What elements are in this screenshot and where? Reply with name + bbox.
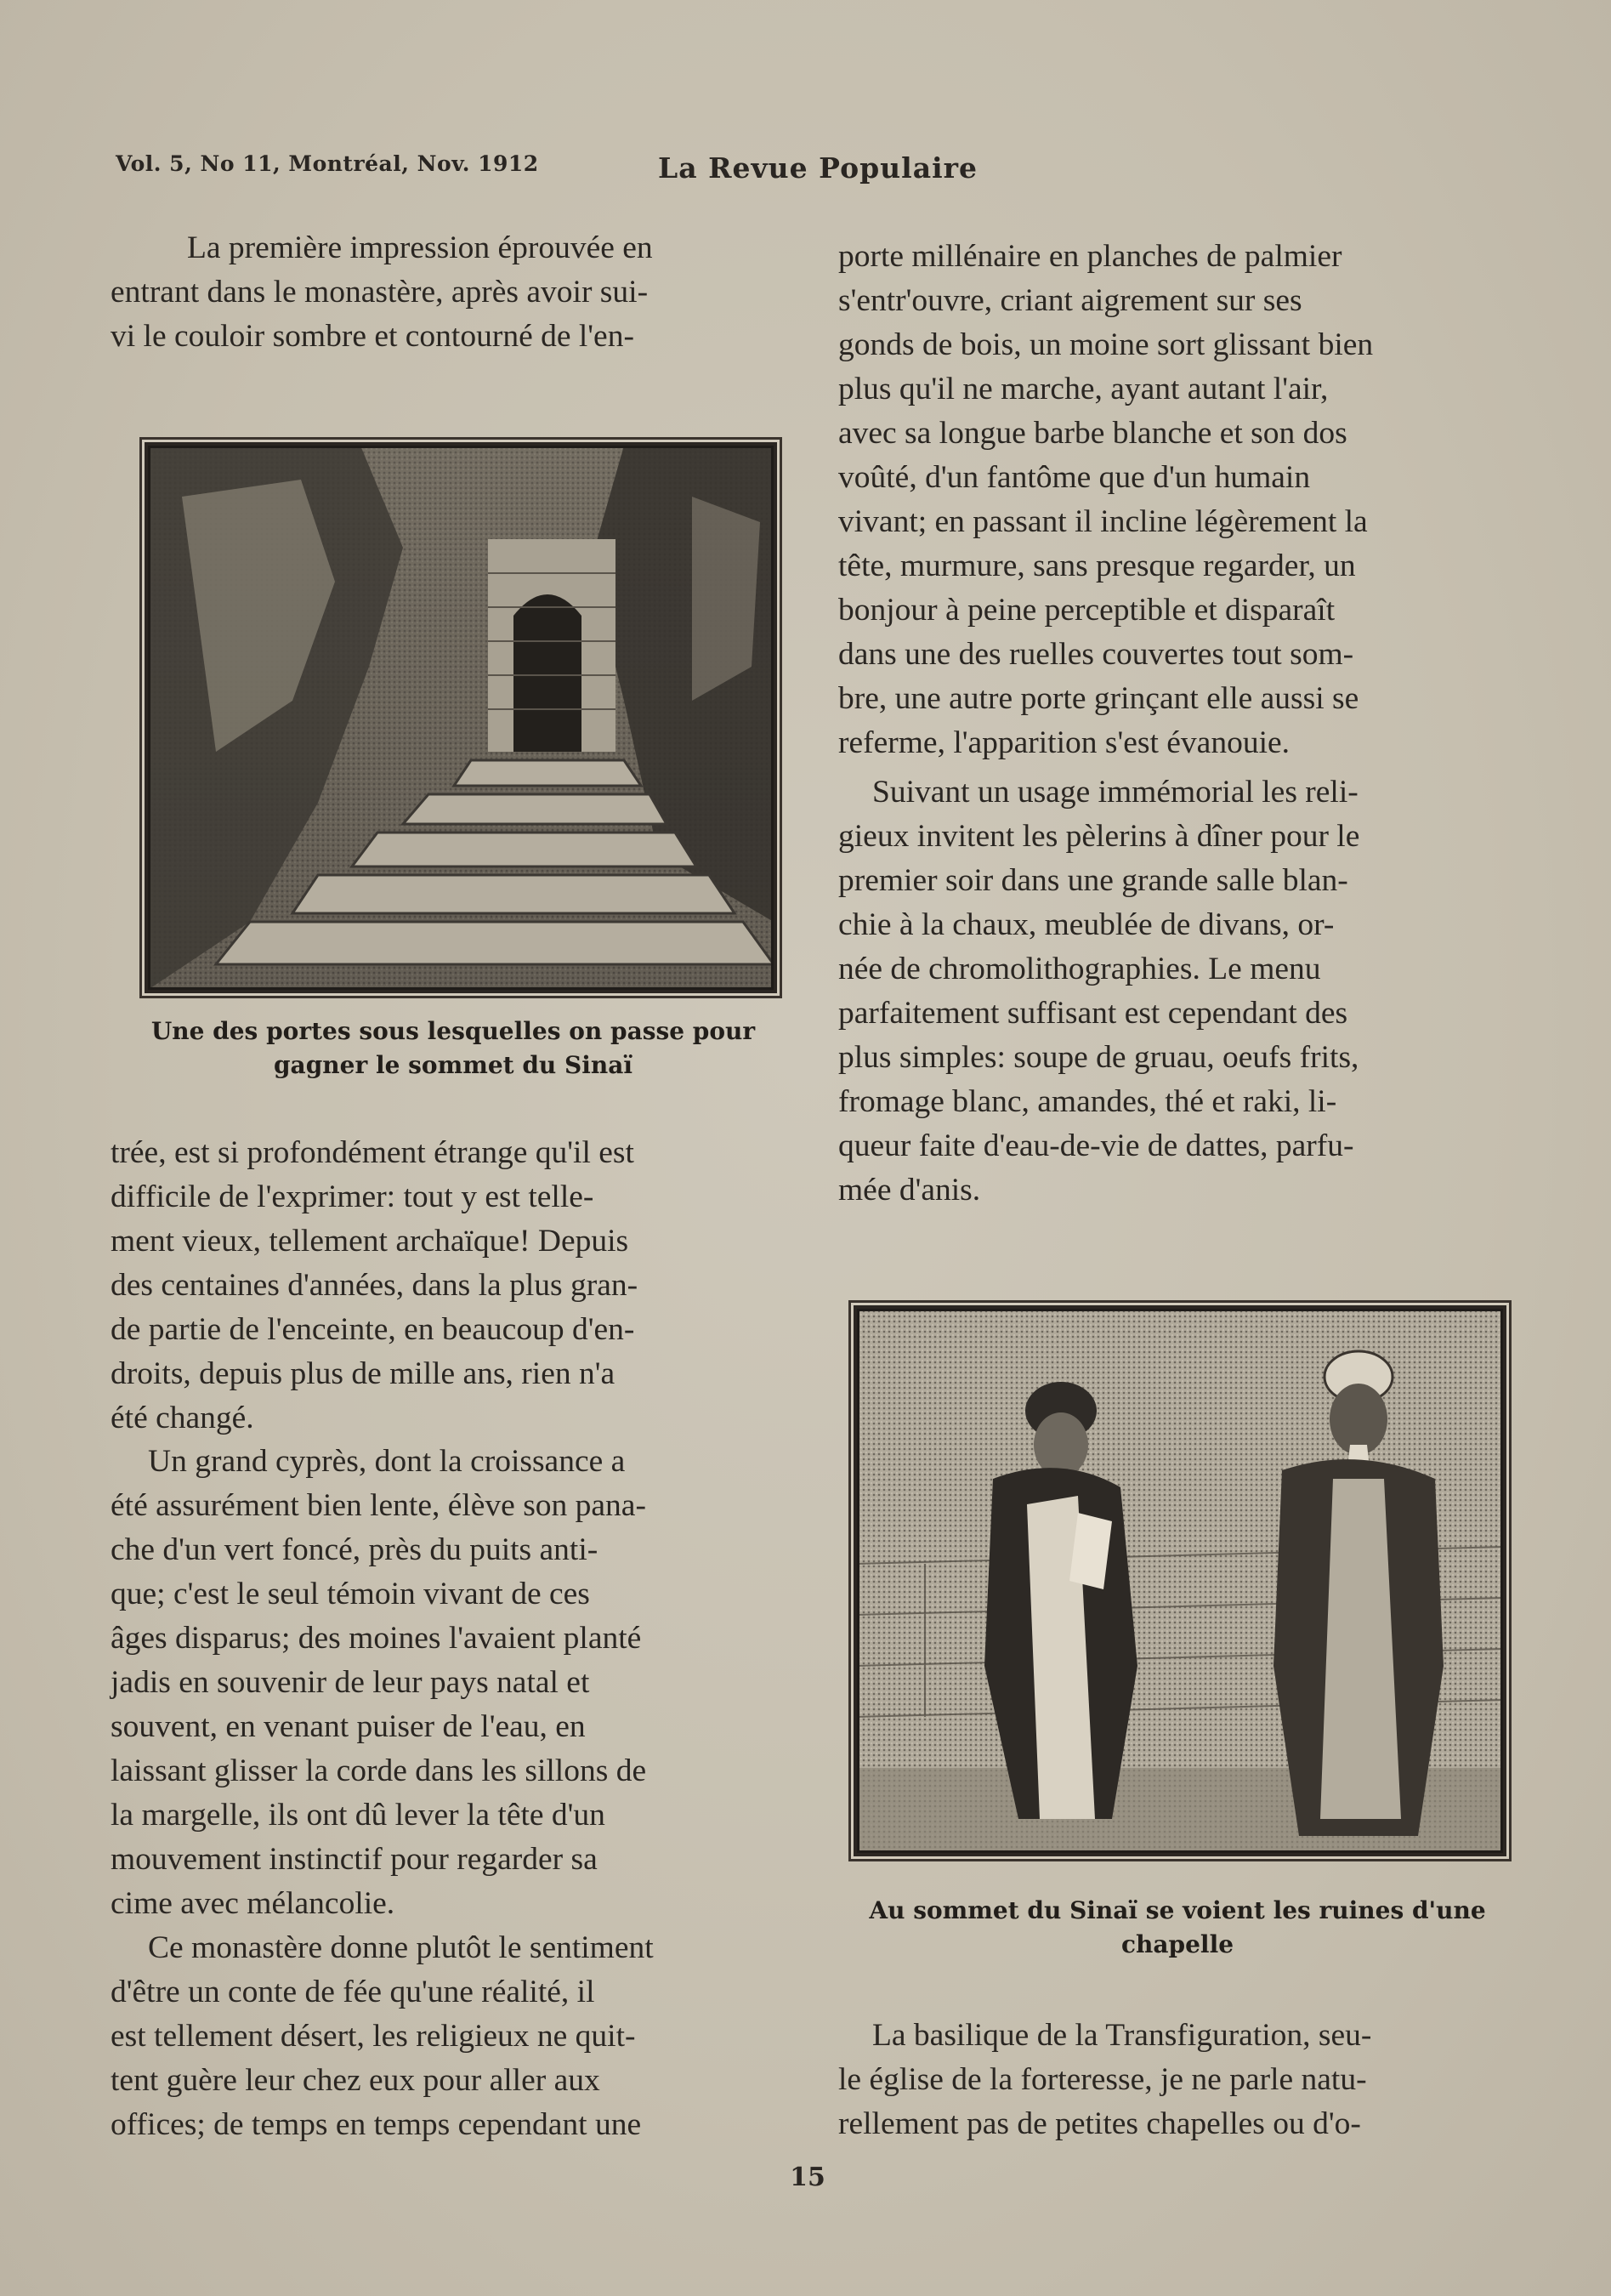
text-line: entrant dans le monastère, après avoir sui- (111, 275, 649, 310)
text-line: née de chromolithographies. Le menu (838, 952, 1321, 986)
right-paragraph-2 (838, 770, 1518, 1213)
text-line: Ce monastère donne plutôt le sentiment (148, 1930, 654, 1965)
text-line: cime avec mélancolie. (111, 1886, 395, 1921)
text-line: mée d'anis. (838, 1173, 981, 1208)
text-line: Suivant un usage immémorial les reli- (872, 775, 1359, 810)
text-line: fromage blanc, amandes, thé et raki, li- (838, 1084, 1337, 1119)
text-line: que; c'est le seul témoin vivant de ces (111, 1577, 590, 1611)
text-line: trée, est si profondément étrange qu'il est (111, 1135, 634, 1170)
text-line: offices; de temps en temps cependant une (111, 2107, 642, 2142)
text-line: La basilique de la Transfiguration, seu- (872, 2018, 1372, 2053)
text-line: dans une des ruelles couvertes tout som- (838, 637, 1354, 672)
text-line: jadis en souvenir de leur pays natal et (111, 1665, 590, 1700)
text-line: souvent, en venant puiser de l'eau, en (111, 1709, 586, 1744)
left-paragraph-1-continued (111, 1131, 791, 1441)
text-line: tête, murmure, sans presque regarder, un (838, 548, 1356, 583)
left-paragraph-2 (111, 1440, 791, 1926)
right-paragraph-3 (838, 2014, 1518, 2146)
text-line: plus simples: soupe de gruau, oeufs frits, (838, 1040, 1359, 1075)
text-line: parfaitement suffisant est cependant des (838, 996, 1348, 1031)
text-line: referme, l'apparition s'est évanouie. (838, 725, 1291, 760)
text-line: mouvement instinctif pour regarder sa (111, 1842, 598, 1877)
photo-two-monks-chapel-ruins (854, 1305, 1506, 1856)
text-line: gonds de bois, un moine sort glissant bien (838, 327, 1374, 362)
text-line: La première impression éprouvée en (187, 230, 653, 265)
text-line: queur faite d'eau-de-vie de dattes, parfu- (838, 1128, 1354, 1163)
text-line: chie à la chaux, meublée de divans, or- (838, 907, 1335, 942)
figure-2-caption: Au sommet du Sinaï se voient les ruines d'une chapelle (869, 1896, 1486, 1958)
text-line: d'être un conte de fée qu'une réalité, il (111, 1975, 595, 2009)
text-line: plus qu'il ne marche, ayant autant l'air, (838, 372, 1329, 406)
text-line: vivant; en passant il incline légèrement la (838, 504, 1368, 539)
text-line: le église de la forteresse, je ne parle natu- (838, 2062, 1367, 2097)
text-line: tent guère leur chez eux pour aller aux (111, 2063, 600, 2098)
text-line: été changé. (111, 1401, 254, 1435)
text-line: porte millénaire en planches de palmier (838, 239, 1342, 274)
right-paragraph-1 (838, 235, 1518, 765)
text-line: ment vieux, tellement archaïque! Depuis (111, 1224, 629, 1259)
photo-stone-stairway-gate (145, 442, 777, 993)
text-line: laissant glisser la corde dans les sillons de (111, 1753, 647, 1788)
text-line: che d'un vert foncé, près du puits anti- (111, 1532, 598, 1567)
text-line: voûté, d'un fantôme que d'un humain (838, 460, 1311, 495)
publication-title: La Revue Populaire (658, 151, 978, 185)
left-paragraph-3 (111, 1926, 791, 2147)
text-line: premier soir dans une grande salle blan- (838, 863, 1348, 898)
left-paragraph-1 (111, 226, 791, 359)
text-line: vi le couloir sombre et contourné de l'en- (111, 319, 634, 354)
page-number: 15 (790, 2162, 825, 2192)
text-line: rellement pas de petites chapelles ou d'o- (838, 2106, 1361, 2141)
text-line: la margelle, ils ont dû lever la tête d'un (111, 1798, 605, 1833)
text-line: bre, une autre porte grinçant elle aussi se (838, 681, 1359, 716)
text-line: Un grand cyprès, dont la croissance a (148, 1444, 626, 1479)
text-line: s'entr'ouvre, criant aigrement sur ses (838, 283, 1302, 318)
text-line: avec sa longue barbe blanche et son dos (838, 416, 1347, 451)
figure-1-caption: Une des portes sous lesquelles on passe pour gagner le sommet du Sinaï (150, 1017, 756, 1079)
text-line: droits, depuis plus de mille ans, rien n'a (111, 1356, 615, 1391)
text-line: de partie de l'enceinte, en beaucoup d'en- (111, 1312, 635, 1347)
text-line: âges disparus; des moines l'avaient planté (111, 1621, 642, 1656)
text-line: été assurément bien lente, élève son pana- (111, 1488, 646, 1523)
issue-info: Vol. 5, No 11, Montréal, Nov. 1912 (116, 151, 539, 176)
text-line: est tellement désert, les religieux ne quit- (111, 2019, 636, 2054)
text-line: gieux invitent les pèlerins à dîner pour le (838, 819, 1360, 854)
text-line: difficile de l'exprimer: tout y est telle- (111, 1179, 594, 1214)
text-line: des centaines d'années, dans la plus gran- (111, 1268, 638, 1303)
text-line: bonjour à peine perceptible et disparaît (838, 593, 1336, 628)
